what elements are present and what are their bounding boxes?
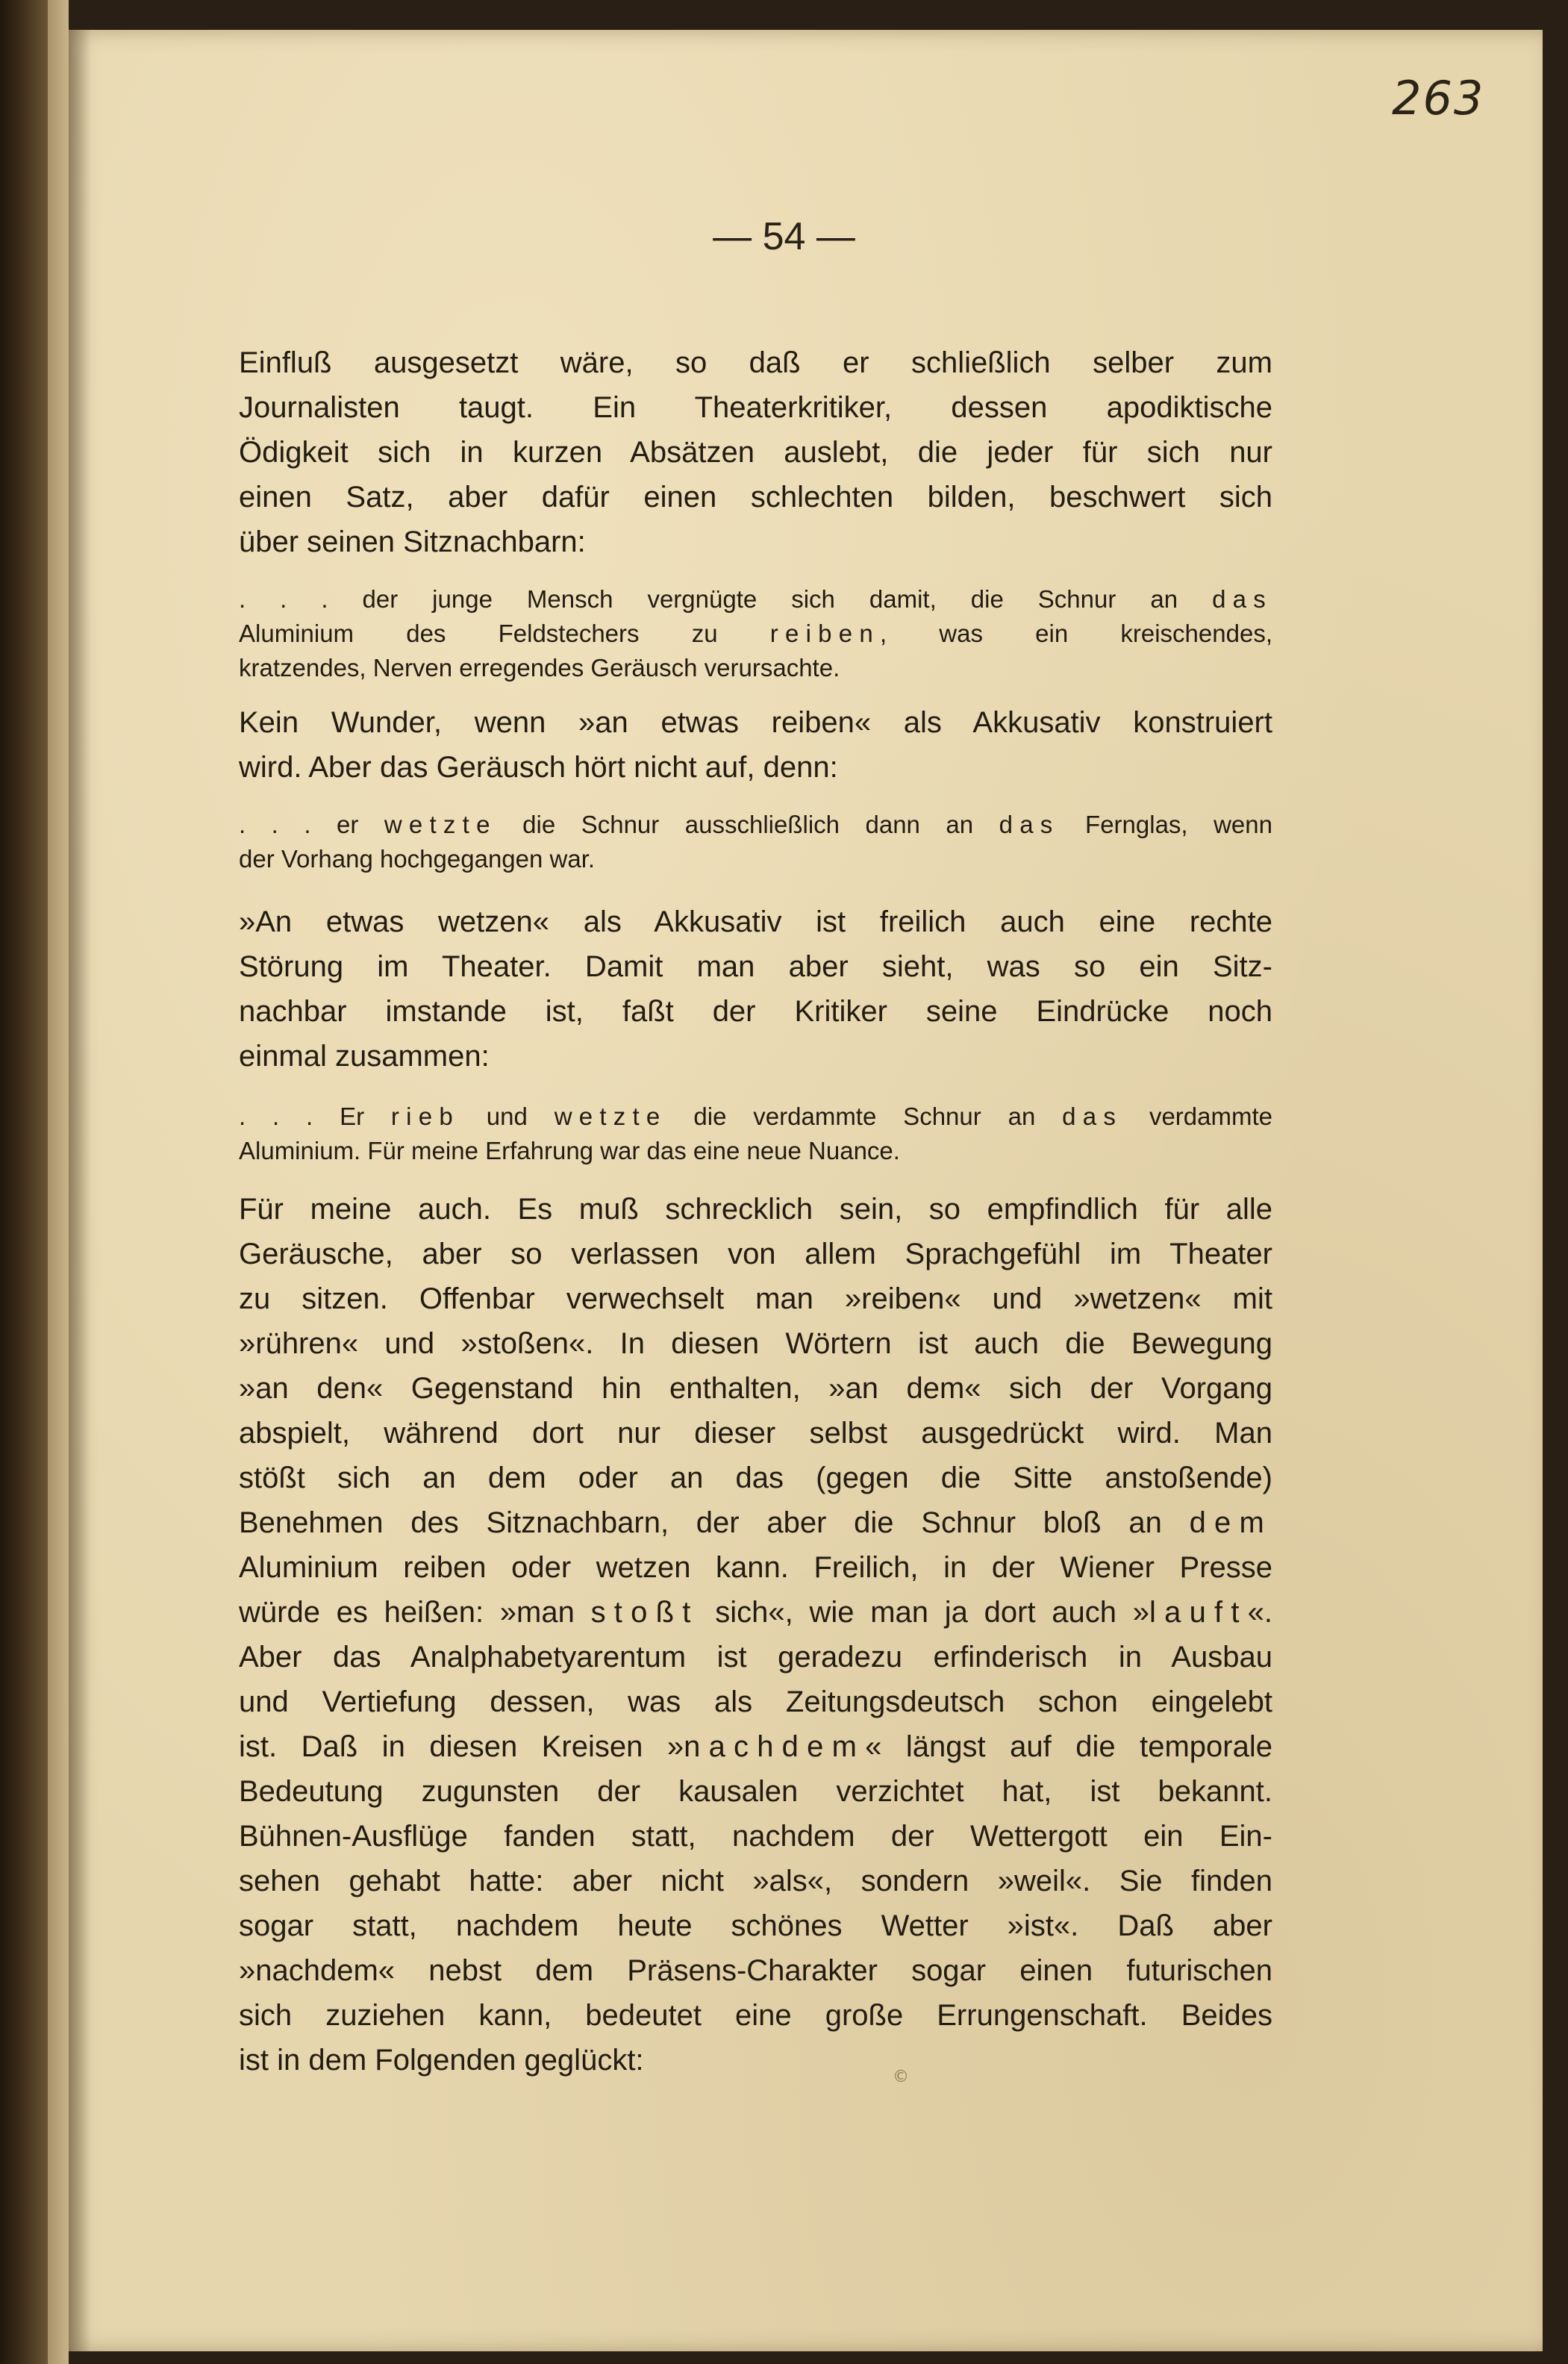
text-line: Bedeutung zugunsten der kausalen verzichtet hat, ist bekannt. xyxy=(239,1775,1272,1808)
text-line: zu sitzen. Offenbar verwechselt man »reiben« und »wetzen« mit xyxy=(239,1282,1272,1315)
text-line: Benehmen des Sitznachbarn, der aber die Schnur bloß an dem xyxy=(239,1506,1272,1539)
paragraph-1 xyxy=(239,340,1272,564)
paragraph-4 xyxy=(239,1187,1272,2083)
text-line: Ödigkeit sich in kurzen Absätzen auslebt, die jeder für sich nur xyxy=(239,436,1272,469)
text-line: Bühnen-Ausflüge fanden statt, nachdem der Wettergott ein Ein- xyxy=(239,1820,1272,1853)
spaced-emphasis: das xyxy=(999,811,1060,838)
text-line: und Vertiefung dessen, was als Zeitungsdeutsch schon eingelebt xyxy=(239,1685,1272,1718)
quote-1 xyxy=(239,582,1272,685)
text-line: nachbar imstande ist, faßt der Kritiker seine Eindrücke noch xyxy=(239,995,1272,1028)
quote-line: . . . Er rieb und wetzte die verdammte Schnur an das verdammte xyxy=(239,1103,1272,1130)
quote-line: der Vorhang hochgegangen war. xyxy=(239,845,596,873)
text-line: Geräusche, aber so verlassen von allem Sprachgefühl im Theater xyxy=(239,1238,1272,1270)
archive-folio-number: 263 xyxy=(1392,71,1485,125)
paragraph-3 xyxy=(239,899,1272,1079)
page-number: — 54 — xyxy=(713,215,855,258)
text-line: Störung im Theater. Damit man aber sieht, was so ein Sitz- xyxy=(239,950,1272,983)
paragraph-2 xyxy=(239,700,1272,790)
stamp-mark: © xyxy=(893,2068,909,2086)
text-line: Kein Wunder, wenn »an etwas reiben« als Akkusativ konstruiert xyxy=(239,706,1272,739)
text-line: wird. Aber das Geräusch hört nicht auf, denn: xyxy=(239,751,838,784)
text-line: einmal zusammen: xyxy=(239,1040,490,1073)
spaced-emphasis: dem xyxy=(1189,1506,1272,1539)
quote-3 xyxy=(239,1100,1272,1168)
book-spine-edge xyxy=(0,0,48,2364)
text-line: Für meine auch. Es muß schrecklich sein, so empfindlich für alle xyxy=(239,1193,1272,1226)
text-line: sich zuziehen kann, bedeutet eine große Errungenschaft. Beides xyxy=(239,1999,1272,2032)
text-line: würde es heißen: »man stoßt sich«, wie man ja dort auch »lauft«. xyxy=(239,1596,1272,1629)
quote-line: Aluminium des Feldstechers zu reiben, was ein kreischendes, xyxy=(239,620,1272,647)
quote-line: Aluminium. Für meine Erfahrung war das eine neue Nuance. xyxy=(239,1137,900,1164)
quote-line: . . . er wetzte die Schnur ausschließlich dann an das Fernglas, wenn xyxy=(239,811,1272,838)
gutter-shadow xyxy=(69,30,91,2351)
previous-page-edge xyxy=(48,0,69,2364)
text-line: stößt sich an dem oder an das (gegen die Sitte anstoßende) xyxy=(239,1462,1272,1494)
text-line: abspielt, während dort nur dieser selbst ausgedrückt wird. Man xyxy=(239,1417,1272,1450)
text-line: »an den« Gegenstand hin enthalten, »an dem« sich der Vorgang xyxy=(239,1372,1272,1405)
spaced-emphasis: reiben xyxy=(769,620,880,647)
spaced-emphasis: nachdem xyxy=(684,1730,866,1763)
spaced-emphasis: wetzte xyxy=(554,1103,667,1130)
text-line: ist. Daß in diesen Kreisen »nachdem« längst auf die temporale xyxy=(239,1730,1272,1763)
text-line: ist in dem Folgenden geglückt: xyxy=(239,2044,644,2077)
text-line: Aber das Analphabetyarentum ist geradezu erfinderisch in Ausbau xyxy=(239,1641,1272,1674)
quote-line: kratzendes, Nerven erregendes Geräusch verursachte. xyxy=(239,654,840,682)
text-line: »nachdem« nebst dem Präsens-Charakter sogar einen futurischen xyxy=(239,1954,1272,1987)
quote-2 xyxy=(239,808,1272,876)
spaced-emphasis: wetzte xyxy=(384,811,497,838)
text-line: über seinen Sitznachbarn: xyxy=(239,525,586,558)
text-line: »An etwas wetzen« als Akkusativ ist freilich auch eine rechte xyxy=(239,905,1272,938)
text-line: »rühren« und »stoßen«. In diesen Wörtern ist auch die Bewegung xyxy=(239,1327,1272,1360)
quote-line: . . . der junge Mensch vergnügte sich damit, die Schnur an das xyxy=(239,585,1272,613)
text-line: einen Satz, aber dafür einen schlechten bilden, beschwert sich xyxy=(239,481,1272,514)
text-line: Einfluß ausgesetzt wäre, so daß er schließlich selber zum xyxy=(239,346,1272,379)
text-line: sogar statt, nachdem heute schönes Wetter »ist«. Daß aber xyxy=(239,1909,1272,1942)
text-line: Aluminium reiben oder wetzen kann. Freilich, in der Wiener Presse xyxy=(239,1551,1272,1584)
text-line: sehen gehabt hatte: aber nicht »als«, sondern »weil«. Sie finden xyxy=(239,1865,1272,1897)
spaced-emphasis: lauft xyxy=(1149,1596,1248,1629)
text-line: Journalisten taugt. Ein Theaterkritiker, dessen apodiktische xyxy=(239,391,1272,424)
spaced-emphasis: stoßt xyxy=(590,1596,699,1629)
spaced-emphasis: rieb xyxy=(390,1103,460,1130)
spaced-emphasis: das xyxy=(1062,1103,1123,1130)
spaced-emphasis: das xyxy=(1212,585,1272,613)
